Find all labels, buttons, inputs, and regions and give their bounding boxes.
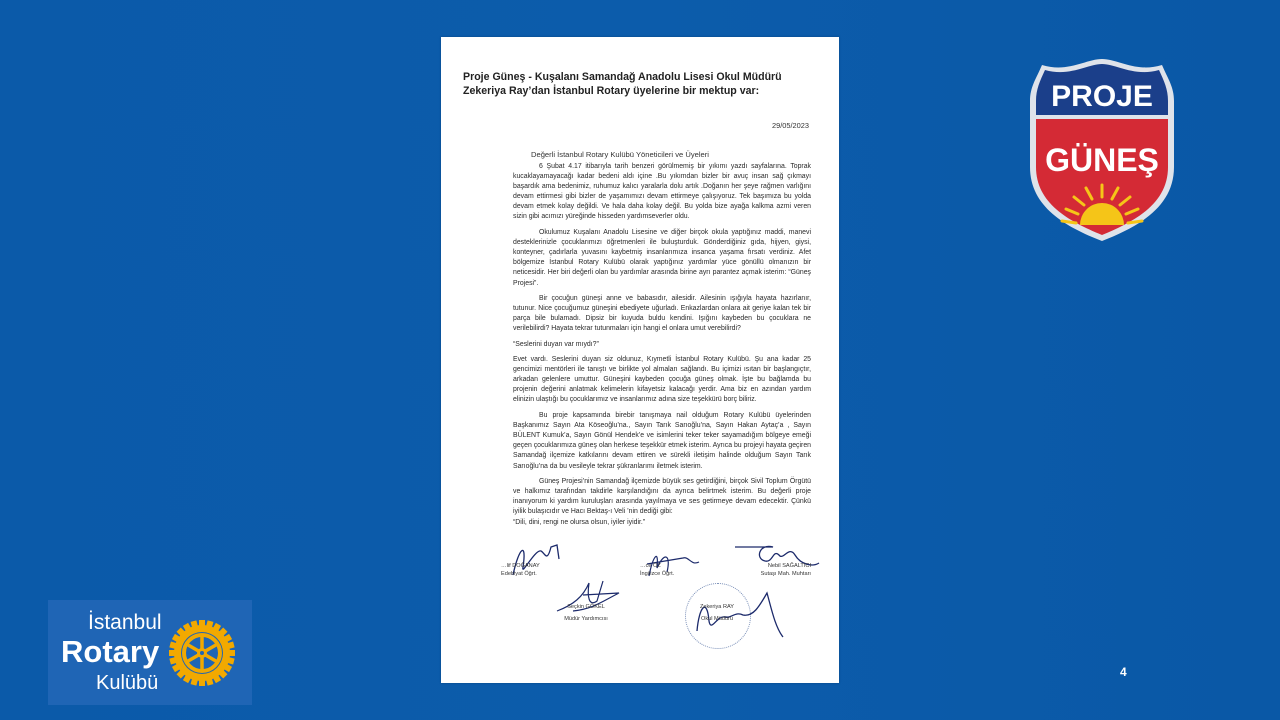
paragraph: Okulumuz Kuşalanı Anadolu Lisesine ve diğer birçok okula yaptığınız maddi, manevi desteklerinizle çocuklarımızı öğretmenleri ile buluşturduk. Gönderdiğiniz gıda, hijyen, giysi, konteyner, çadırlarla yuvasını kaybetmiş insanlarımıza insanca yaşama fırsatı verdiniz. Afet bölgemize İstanbul Rotary Kulübü olarak yaptığınız yardımlar yüce gönüllü olmanızın bir neticesidir. Her biri değerli olan bu yardımlar arasında birine ayrı parantez açmak isterim: “Güneş Projesi”. — [513, 229, 811, 287]
istanbul-rotary-logo — [48, 600, 252, 705]
signature-role: Müdür Yardımcısı — [564, 616, 608, 622]
signature-role: İngilizce Öğrt. — [640, 571, 675, 577]
signature-block — [501, 562, 540, 578]
letter-date: 29/05/2023 — [772, 121, 809, 130]
letter-salutation: Değerli İstanbul Rotary Kulübü Yöneticileri ve Üyeleri — [531, 150, 709, 159]
logo-text-proje: PROJE — [1051, 80, 1153, 113]
paragraph-closing-quote: “Dili, dini, rengi ne olursa olsun, iyiler iyidir.” — [513, 518, 646, 526]
signature-name: …ce ÖZ — [640, 563, 661, 569]
letter-body — [513, 162, 811, 533]
paragraph: Evet vardı. Seslerini duyan siz oldunuz, Kıymetli İstanbul Rotary Kulübü. Şu ana kadar 25 gencimizi mentörleri ile tanıştı ve birlikte yol almaları sağlandı. Bu içimizi ısıtan bir başlangıçtır, arkadan gelenlere umuttur. Güneşini kaybeden çocuğa güneş olmak. İşte bu bağlamda bu projenin değerini anlatmak kelimelerin kifayetsiz kalacağı yerdir. Ama biz en azından yardım elinizin ulaştığı bu çocuklarımız ve insanlarımız adına size teşekkürü borç biliriz. — [513, 356, 811, 404]
rotary-line-istanbul: İstanbul — [88, 611, 162, 634]
signature-role: Edebiyat Öğrt. — [501, 571, 537, 577]
rotary-line-kulubu: Kulübü — [96, 672, 159, 694]
slide-page-number: 4 — [1120, 665, 1127, 679]
signature-block — [687, 603, 747, 623]
signature-role: Sutaşı Mah. Muhtarı — [760, 571, 811, 577]
signature-name: Seçkin GÖKEL — [567, 604, 605, 610]
signature-block — [640, 562, 674, 578]
paragraph-quote: “Seslerini duyan var mıydı?” — [513, 341, 599, 348]
proje-gunes-logo — [1028, 57, 1176, 243]
heading-line-2: Zekeriya Ray’dan İstanbul Rotary üyelerine bir mektup var: — [463, 85, 760, 97]
rotary-wheel-icon — [168, 619, 236, 687]
paragraph: Bir çocuğun güneşi anne ve babasıdır, ailesidir. Ailesinin ışığıyla hayata hazırlanır, tutunur. Nice çocuğumuz güneşini ebediyete uğurladı. Enkazlardan onlara ait geriye kalan tek bir parça bile bulamadı. Dipsiz bir kuyuda buldu kendini. Işığını kaybeden bu çocuklara ne verilebilirdi? Hayata tekrar tutunmaları için hangi el onlara umut verebilirdi? — [513, 295, 811, 333]
signature-role: Okul Müdürü — [700, 616, 734, 622]
signature-name: Zekeriya RAY — [699, 604, 735, 610]
signature-block — [751, 562, 811, 578]
signature-block — [551, 603, 621, 623]
signature-name: Nebil SAĞALTICI — [767, 563, 811, 569]
heading-line-1: Proje Güneş - Kuşalanı Samandağ Anadolu Lisesi Okul Müdürü — [463, 71, 782, 83]
logo-text-gunes: GÜNEŞ — [1045, 142, 1159, 178]
rotary-line-rotary: Rotary — [61, 634, 160, 669]
paragraph: Güneş Projesi’nin Samandağ ilçemizde büyük ses getirdiğini, birçok Sivil Toplum Örgütü ve halkımız tarafından takdirle karşılandığını da ayrıca belirtmek isterim. Bu değerli proje inanıyorum ki yardım kuruluşları arasında yayılmaya ve ses getirmeye devam edecektir. Çünkü iyilik bulaşıcıdır ve Hacı Bektaş-ı Veli ’nin dediği gibi: — [513, 478, 811, 516]
letter-page — [441, 37, 839, 683]
paragraph: Bu proje kapsamında birebir tanışmaya nail olduğum Rotary Kulübü üyelerinden Başkanımız Sayın Ata Köseoğlu’na., Sayın Tarık Sarıoğlu’na, Sayın Hakan Aytaç’a , Sayın BÜLENT Kumuk’a, Sayın Gönül Hendek’e ve isimlerini teker teker sayamadığım bölgeye emeği geçen çocuklarımıza güneş olan herkese teşekkür etmek isterim. Ayrıca bu projeyi hayata geçiren Samandağ ilçemize katkılarını devam ettiren ve sürekli iletişim halinde olduğum Sayın Tarık Sarıoğlu’na da bu vesileyle tekrar şükranlarımı iletmek isterim. — [513, 412, 811, 470]
paragraph: 6 Şubat 4.17 itibarıyla tarih benzeri görülmemiş bir yıkımı yazdı sayfalarına. Toprak kucaklayamayacağı kadar bedeni aldı içine .Bu yıkımdan bizler bir avuç insan sağ çıkmayı başardık ama bedenimiz, ruhumuz kalıcı yaralarla dolu artık .Doğanın her şeye rağmen varlığını devam ettirmesi gibi bizler de yaşamımızı devam ettirmeye çalışıyoruz. Tek başımıza bu yolda devam etmek kolay değildi. Ve hala daha kolay değil. Bu yolda bize ayağa kalkma azmi veren sizin gibi acımızı yüreğinde hisseden yardımseverler oldu. — [513, 163, 811, 221]
signature-name: …lif DOĞANAY — [501, 563, 540, 569]
letter-heading — [463, 70, 823, 98]
